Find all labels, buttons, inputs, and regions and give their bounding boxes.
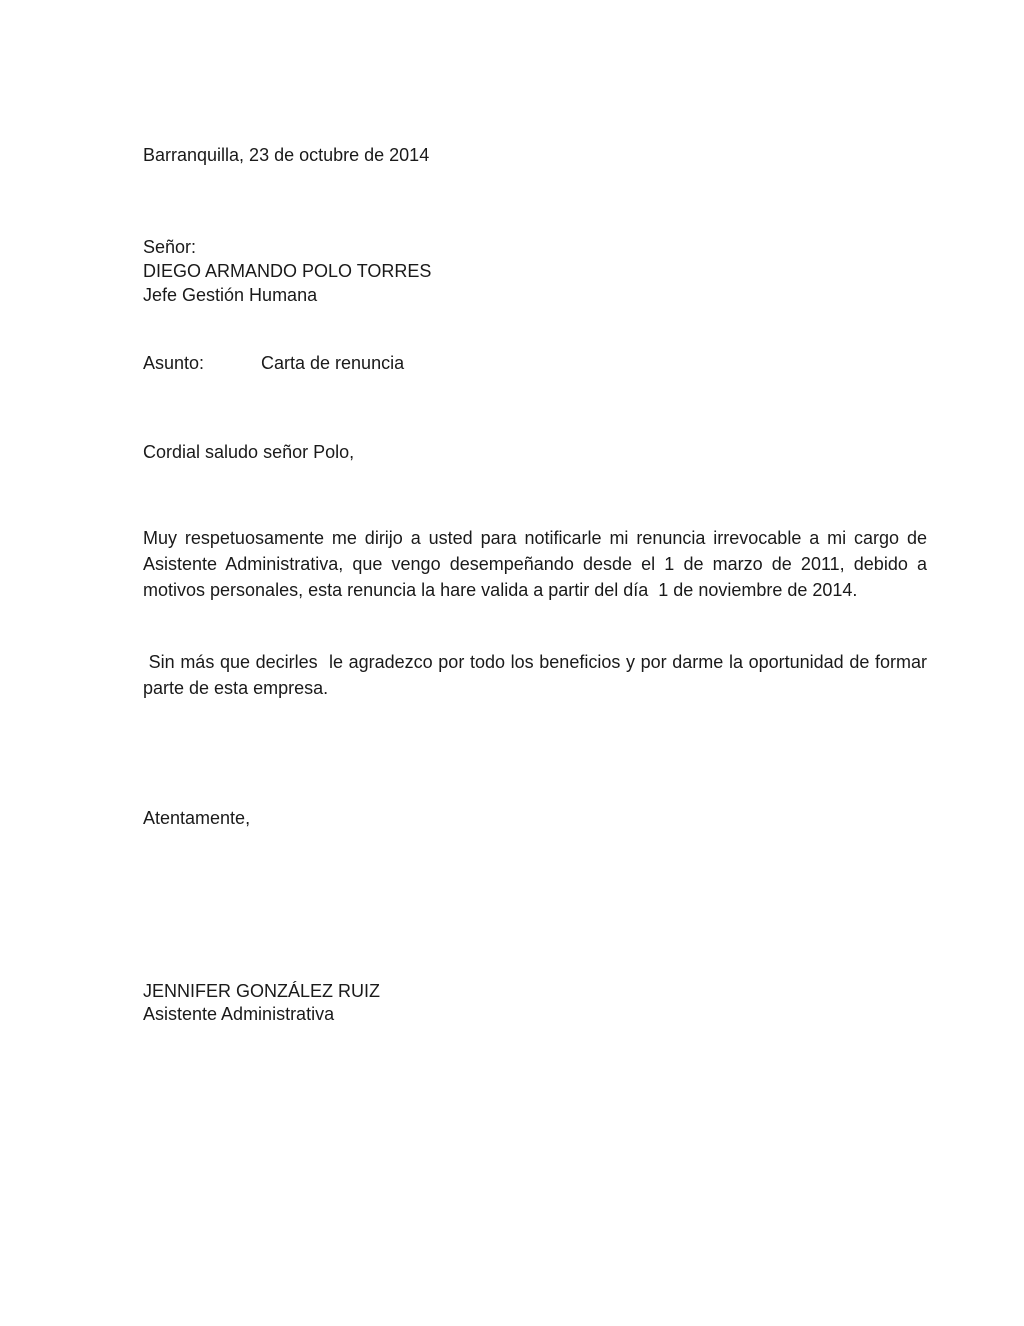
recipient-title: Jefe Gestión Humana bbox=[143, 285, 318, 305]
subject-line bbox=[143, 351, 404, 375]
recipient-salutation: Señor: bbox=[143, 237, 197, 257]
subject-value: Carta de renuncia bbox=[261, 353, 405, 373]
closing: Atentamente, bbox=[143, 808, 251, 828]
body-paragraph-1: Muy respetuosamente me dirijo a usted para notificarle mi renuncia irrevocable a mi cargo de Asistente Administrativa, que vengo desempeñando desde el 1 de marzo de 2011, debido a motivos personales, esta renuncia la hare valida a partir del día 1 de noviembre de 2014. bbox=[143, 528, 933, 600]
subject-label: Asunto: bbox=[143, 353, 205, 373]
body-paragraph-2: Sin más que decirles le agradezco por todo los beneficios y por darme la oportunidad de formar parte de esta empresa. bbox=[143, 652, 933, 698]
greeting: Cordial saludo señor Polo, bbox=[143, 442, 355, 462]
signer-title: Asistente Administrativa bbox=[143, 1004, 335, 1024]
signer-name: JENNIFER GONZÁLEZ RUIZ bbox=[143, 981, 381, 1001]
place-date: Barranquilla, 23 de octubre de 2014 bbox=[143, 145, 430, 165]
recipient-name: DIEGO ARMANDO POLO TORRES bbox=[143, 261, 432, 281]
